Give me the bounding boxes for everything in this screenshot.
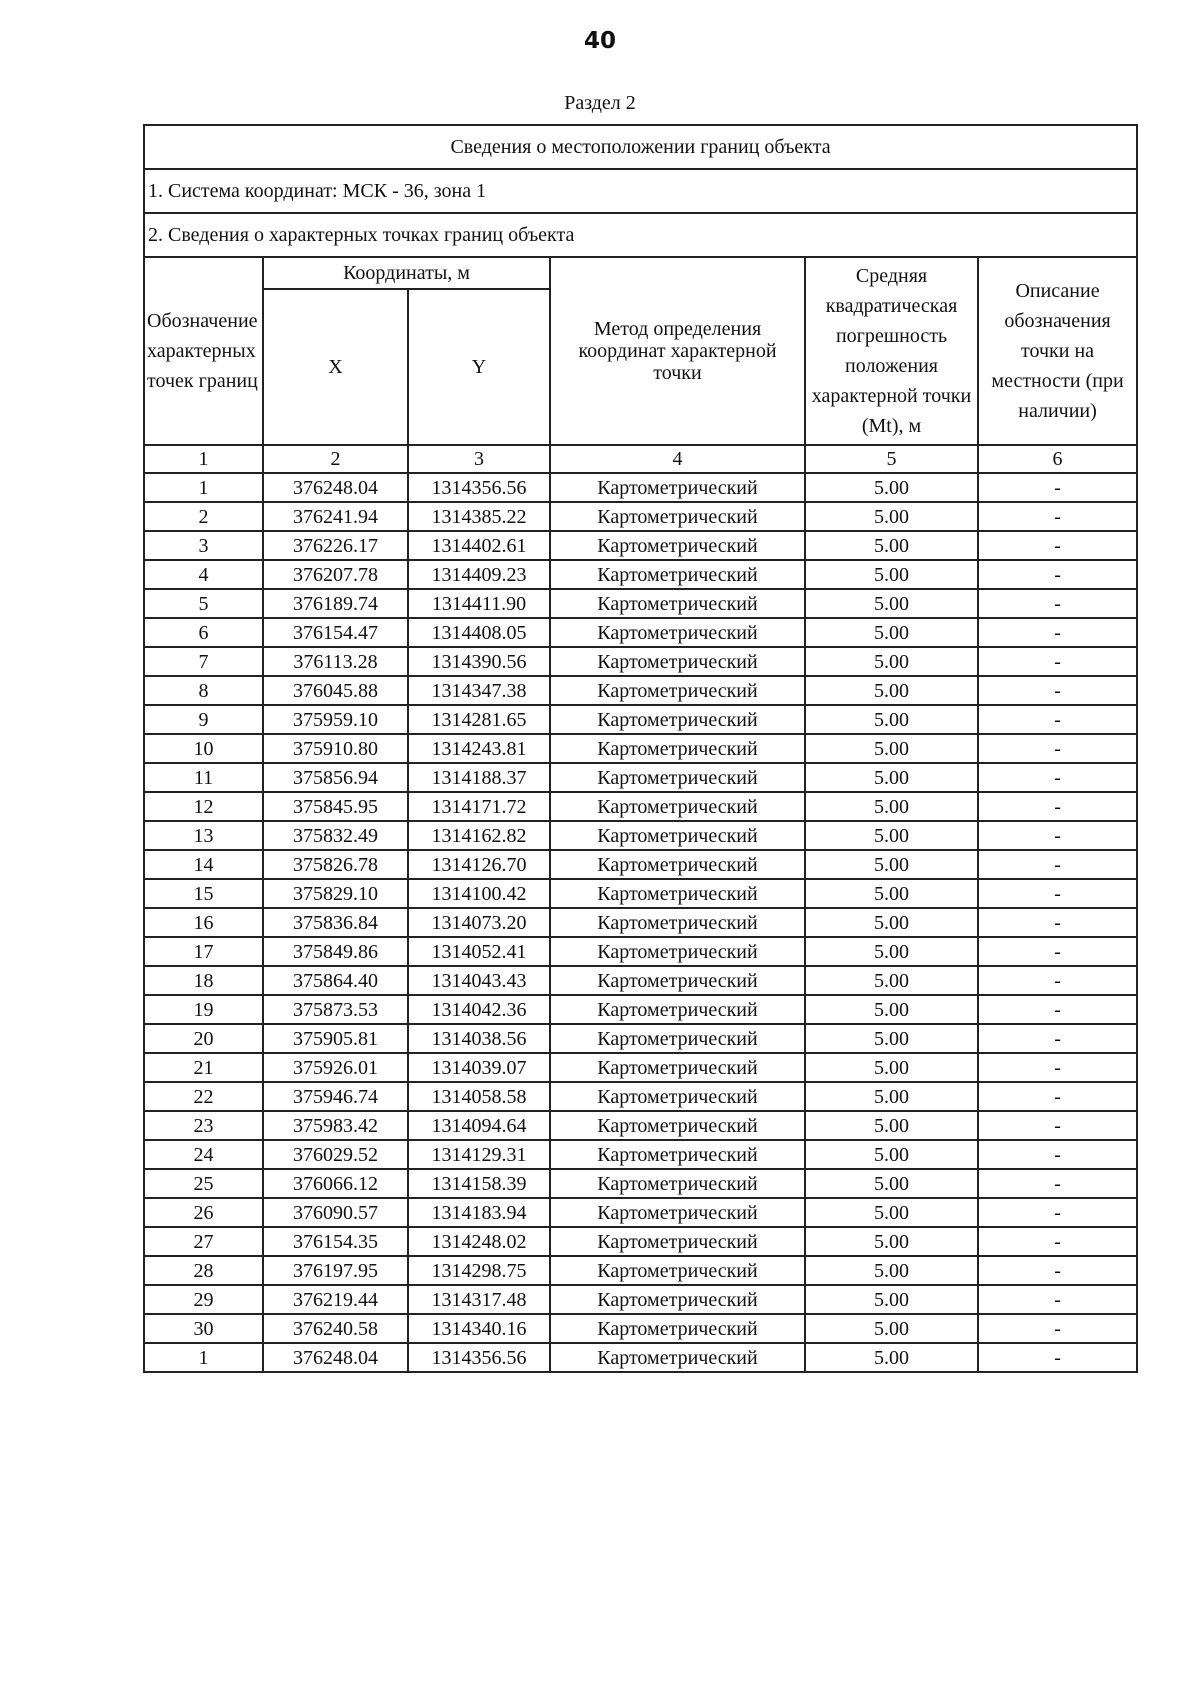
y-coordinate-cell: 1314385.22 — [408, 502, 550, 531]
description-cell: - — [978, 705, 1137, 734]
x-coordinate-cell: 376240.58 — [263, 1314, 408, 1343]
description-cell: - — [978, 879, 1137, 908]
header-y: Y — [408, 289, 550, 445]
header-description: Описание обозначения точки на местности (при наличии) — [978, 257, 1137, 445]
method-cell: Картометрический — [550, 995, 805, 1024]
point-number-cell: 15 — [144, 879, 263, 908]
y-coordinate-cell: 1314038.56 — [408, 1024, 550, 1053]
page-number: 40 — [583, 28, 616, 54]
method-cell: Картометрический — [550, 1343, 805, 1372]
y-coordinate-cell: 1314188.37 — [408, 763, 550, 792]
method-cell: Картометрический — [550, 1256, 805, 1285]
error-cell: 5.00 — [805, 908, 978, 937]
x-coordinate-cell: 375910.80 — [263, 734, 408, 763]
table-header — [144, 125, 1137, 473]
y-coordinate-cell: 1314402.61 — [408, 531, 550, 560]
y-coordinate-cell: 1314094.64 — [408, 1111, 550, 1140]
table-row — [144, 502, 1137, 531]
point-number-cell: 21 — [144, 1053, 263, 1082]
method-cell: Картометрический — [550, 531, 805, 560]
error-cell: 5.00 — [805, 1314, 978, 1343]
method-cell: Картометрический — [550, 618, 805, 647]
y-coordinate-cell: 1314158.39 — [408, 1169, 550, 1198]
error-cell: 5.00 — [805, 1024, 978, 1053]
table-row — [144, 589, 1137, 618]
method-cell: Картометрический — [550, 1082, 805, 1111]
coordinate-system: 1. Система координат: МСК - 36, зона 1 — [144, 169, 1137, 213]
point-number-cell: 28 — [144, 1256, 263, 1285]
description-cell: - — [978, 821, 1137, 850]
column-number: 6 — [978, 445, 1137, 473]
method-cell: Картометрический — [550, 966, 805, 995]
y-coordinate-cell: 1314183.94 — [408, 1198, 550, 1227]
point-number-cell: 20 — [144, 1024, 263, 1053]
error-cell: 5.00 — [805, 473, 978, 502]
table-row — [144, 1314, 1137, 1343]
error-cell: 5.00 — [805, 1227, 978, 1256]
x-coordinate-cell: 375946.74 — [263, 1082, 408, 1111]
point-number-cell: 18 — [144, 966, 263, 995]
table-row — [144, 792, 1137, 821]
error-cell: 5.00 — [805, 792, 978, 821]
description-cell: - — [978, 734, 1137, 763]
x-coordinate-cell: 375829.10 — [263, 879, 408, 908]
column-number: 2 — [263, 445, 408, 473]
method-cell: Картометрический — [550, 1024, 805, 1053]
method-cell: Картометрический — [550, 850, 805, 879]
method-cell: Картометрический — [550, 734, 805, 763]
y-coordinate-cell: 1314411.90 — [408, 589, 550, 618]
y-coordinate-cell: 1314043.43 — [408, 966, 550, 995]
description-cell: - — [978, 473, 1137, 502]
table-row — [144, 1198, 1137, 1227]
point-number-cell: 6 — [144, 618, 263, 647]
method-cell: Картометрический — [550, 676, 805, 705]
description-cell: - — [978, 1140, 1137, 1169]
table-row — [144, 850, 1137, 879]
table-row — [144, 1343, 1137, 1372]
y-coordinate-cell: 1314058.58 — [408, 1082, 550, 1111]
error-cell: 5.00 — [805, 1343, 978, 1372]
point-number-cell: 2 — [144, 502, 263, 531]
error-cell: 5.00 — [805, 647, 978, 676]
method-cell: Картометрический — [550, 502, 805, 531]
error-cell: 5.00 — [805, 1169, 978, 1198]
error-cell: 5.00 — [805, 1198, 978, 1227]
method-cell: Картометрический — [550, 1198, 805, 1227]
method-cell: Картометрический — [550, 937, 805, 966]
y-coordinate-cell: 1314126.70 — [408, 850, 550, 879]
error-cell: 5.00 — [805, 531, 978, 560]
table-row — [144, 879, 1137, 908]
x-coordinate-cell: 376226.17 — [263, 531, 408, 560]
x-coordinate-cell: 376045.88 — [263, 676, 408, 705]
x-coordinate-cell: 375849.86 — [263, 937, 408, 966]
point-number-cell: 8 — [144, 676, 263, 705]
y-coordinate-cell: 1314100.42 — [408, 879, 550, 908]
section-label: Раздел 2 — [564, 92, 636, 114]
method-cell: Картометрический — [550, 1227, 805, 1256]
table-row — [144, 1082, 1137, 1111]
description-cell: - — [978, 676, 1137, 705]
method-cell: Картометрический — [550, 647, 805, 676]
error-cell: 5.00 — [805, 1285, 978, 1314]
header-method: Метод определения координат характерной точки — [550, 257, 805, 445]
y-coordinate-cell: 1314409.23 — [408, 560, 550, 589]
description-cell: - — [978, 502, 1137, 531]
boundary-points-table — [143, 124, 1138, 1373]
x-coordinate-cell: 376241.94 — [263, 502, 408, 531]
point-number-cell: 27 — [144, 1227, 263, 1256]
x-coordinate-cell: 376154.47 — [263, 618, 408, 647]
x-coordinate-cell: 376219.44 — [263, 1285, 408, 1314]
header-mean-error: Средняя квадратическая погрешность положения характерной точки (Mt), м — [805, 257, 978, 445]
error-cell: 5.00 — [805, 966, 978, 995]
table-row — [144, 908, 1137, 937]
x-coordinate-cell: 375856.94 — [263, 763, 408, 792]
x-coordinate-cell: 375926.01 — [263, 1053, 408, 1082]
x-coordinate-cell: 376090.57 — [263, 1198, 408, 1227]
method-cell: Картометрический — [550, 1053, 805, 1082]
error-cell: 5.00 — [805, 1256, 978, 1285]
x-coordinate-cell: 376189.74 — [263, 589, 408, 618]
error-cell: 5.00 — [805, 705, 978, 734]
method-cell: Картометрический — [550, 792, 805, 821]
description-cell: - — [978, 589, 1137, 618]
method-cell: Картометрический — [550, 879, 805, 908]
column-number: 4 — [550, 445, 805, 473]
column-number: 1 — [144, 445, 263, 473]
y-coordinate-cell: 1314171.72 — [408, 792, 550, 821]
error-cell: 5.00 — [805, 618, 978, 647]
point-number-cell: 22 — [144, 1082, 263, 1111]
description-cell: - — [978, 763, 1137, 792]
point-number-cell: 9 — [144, 705, 263, 734]
error-cell: 5.00 — [805, 560, 978, 589]
table-body — [144, 473, 1137, 1372]
x-coordinate-cell: 376207.78 — [263, 560, 408, 589]
error-cell: 5.00 — [805, 763, 978, 792]
column-number: 5 — [805, 445, 978, 473]
description-cell: - — [978, 966, 1137, 995]
point-number-cell: 3 — [144, 531, 263, 560]
method-cell: Картометрический — [550, 560, 805, 589]
x-coordinate-cell: 375983.42 — [263, 1111, 408, 1140]
table-row — [144, 647, 1137, 676]
x-coordinate-cell: 376154.35 — [263, 1227, 408, 1256]
y-coordinate-cell: 1314298.75 — [408, 1256, 550, 1285]
y-coordinate-cell: 1314073.20 — [408, 908, 550, 937]
error-cell: 5.00 — [805, 589, 978, 618]
y-coordinate-cell: 1314317.48 — [408, 1285, 550, 1314]
table-row — [144, 1024, 1137, 1053]
x-coordinate-cell: 376113.28 — [263, 647, 408, 676]
y-coordinate-cell: 1314039.07 — [408, 1053, 550, 1082]
table-row — [144, 937, 1137, 966]
method-cell: Картометрический — [550, 705, 805, 734]
table-row — [144, 705, 1137, 734]
point-number-cell: 12 — [144, 792, 263, 821]
description-cell: - — [978, 531, 1137, 560]
table-row — [144, 473, 1137, 502]
y-coordinate-cell: 1314281.65 — [408, 705, 550, 734]
description-cell: - — [978, 647, 1137, 676]
point-number-cell: 17 — [144, 937, 263, 966]
table-row — [144, 966, 1137, 995]
table-row — [144, 821, 1137, 850]
error-cell: 5.00 — [805, 1082, 978, 1111]
table-row — [144, 676, 1137, 705]
table-row — [144, 1140, 1137, 1169]
point-number-cell: 16 — [144, 908, 263, 937]
table-row — [144, 734, 1137, 763]
point-number-cell: 14 — [144, 850, 263, 879]
error-cell: 5.00 — [805, 995, 978, 1024]
point-number-cell: 10 — [144, 734, 263, 763]
x-coordinate-cell: 375832.49 — [263, 821, 408, 850]
x-coordinate-cell: 376248.04 — [263, 473, 408, 502]
point-number-cell: 5 — [144, 589, 263, 618]
point-number-cell: 1 — [144, 1343, 263, 1372]
point-number-cell: 19 — [144, 995, 263, 1024]
x-coordinate-cell: 375864.40 — [263, 966, 408, 995]
x-coordinate-cell: 375959.10 — [263, 705, 408, 734]
error-cell: 5.00 — [805, 1111, 978, 1140]
x-coordinate-cell: 376066.12 — [263, 1169, 408, 1198]
x-coordinate-cell: 376029.52 — [263, 1140, 408, 1169]
table-row — [144, 1285, 1137, 1314]
points-heading: 2. Сведения о характерных точках границ объекта — [144, 213, 1137, 257]
y-coordinate-cell: 1314356.56 — [408, 1343, 550, 1372]
description-cell: - — [978, 1111, 1137, 1140]
description-cell: - — [978, 560, 1137, 589]
y-coordinate-cell: 1314340.16 — [408, 1314, 550, 1343]
header-point-designation: Обозначение характерных точек границ — [144, 257, 263, 445]
table-row — [144, 995, 1137, 1024]
method-cell: Картометрический — [550, 1140, 805, 1169]
header-coordinates: Координаты, м — [263, 257, 550, 289]
y-coordinate-cell: 1314356.56 — [408, 473, 550, 502]
method-cell: Картометрический — [550, 589, 805, 618]
y-coordinate-cell: 1314243.81 — [408, 734, 550, 763]
y-coordinate-cell: 1314390.56 — [408, 647, 550, 676]
column-number-row — [144, 445, 1137, 473]
method-cell: Картометрический — [550, 763, 805, 792]
description-cell: - — [978, 850, 1137, 879]
table-row — [144, 1111, 1137, 1140]
y-coordinate-cell: 1314052.41 — [408, 937, 550, 966]
method-cell: Картометрический — [550, 908, 805, 937]
error-cell: 5.00 — [805, 734, 978, 763]
method-cell: Картометрический — [550, 473, 805, 502]
x-coordinate-cell: 375845.95 — [263, 792, 408, 821]
description-cell: - — [978, 792, 1137, 821]
x-coordinate-cell: 375905.81 — [263, 1024, 408, 1053]
description-cell: - — [978, 995, 1137, 1024]
description-cell: - — [978, 1314, 1137, 1343]
point-number-cell: 25 — [144, 1169, 263, 1198]
column-number: 3 — [408, 445, 550, 473]
point-number-cell: 7 — [144, 647, 263, 676]
method-cell: Картометрический — [550, 1285, 805, 1314]
method-cell: Картометрический — [550, 1169, 805, 1198]
table-row — [144, 1053, 1137, 1082]
method-cell: Картометрический — [550, 1314, 805, 1343]
point-number-cell: 13 — [144, 821, 263, 850]
table-row — [144, 618, 1137, 647]
description-cell: - — [978, 908, 1137, 937]
y-coordinate-cell: 1314129.31 — [408, 1140, 550, 1169]
point-number-cell: 30 — [144, 1314, 263, 1343]
table-row — [144, 1169, 1137, 1198]
table-row — [144, 763, 1137, 792]
table-row — [144, 531, 1137, 560]
point-number-cell: 11 — [144, 763, 263, 792]
table-title: Сведения о местоположении границ объекта — [144, 125, 1137, 169]
error-cell: 5.00 — [805, 879, 978, 908]
point-number-cell: 26 — [144, 1198, 263, 1227]
error-cell: 5.00 — [805, 502, 978, 531]
description-cell: - — [978, 1285, 1137, 1314]
error-cell: 5.00 — [805, 1140, 978, 1169]
method-cell: Картометрический — [550, 1111, 805, 1140]
description-cell: - — [978, 1024, 1137, 1053]
error-cell: 5.00 — [805, 821, 978, 850]
point-number-cell: 4 — [144, 560, 263, 589]
method-cell: Картометрический — [550, 821, 805, 850]
point-number-cell: 1 — [144, 473, 263, 502]
x-coordinate-cell: 376248.04 — [263, 1343, 408, 1372]
description-cell: - — [978, 1343, 1137, 1372]
description-cell: - — [978, 937, 1137, 966]
x-coordinate-cell: 376197.95 — [263, 1256, 408, 1285]
y-coordinate-cell: 1314408.05 — [408, 618, 550, 647]
x-coordinate-cell: 375873.53 — [263, 995, 408, 1024]
error-cell: 5.00 — [805, 1053, 978, 1082]
point-number-cell: 24 — [144, 1140, 263, 1169]
x-coordinate-cell: 375826.78 — [263, 850, 408, 879]
error-cell: 5.00 — [805, 676, 978, 705]
description-cell: - — [978, 1256, 1137, 1285]
point-number-cell: 23 — [144, 1111, 263, 1140]
y-coordinate-cell: 1314042.36 — [408, 995, 550, 1024]
description-cell: - — [978, 1082, 1137, 1111]
error-cell: 5.00 — [805, 850, 978, 879]
y-coordinate-cell: 1314347.38 — [408, 676, 550, 705]
table-row — [144, 1227, 1137, 1256]
y-coordinate-cell: 1314248.02 — [408, 1227, 550, 1256]
header-x: X — [263, 289, 408, 445]
description-cell: - — [978, 1053, 1137, 1082]
x-coordinate-cell: 375836.84 — [263, 908, 408, 937]
description-cell: - — [978, 1227, 1137, 1256]
point-number-cell: 29 — [144, 1285, 263, 1314]
description-cell: - — [978, 1198, 1137, 1227]
y-coordinate-cell: 1314162.82 — [408, 821, 550, 850]
table-row — [144, 1256, 1137, 1285]
description-cell: - — [978, 618, 1137, 647]
error-cell: 5.00 — [805, 937, 978, 966]
table-row — [144, 560, 1137, 589]
description-cell: - — [978, 1169, 1137, 1198]
